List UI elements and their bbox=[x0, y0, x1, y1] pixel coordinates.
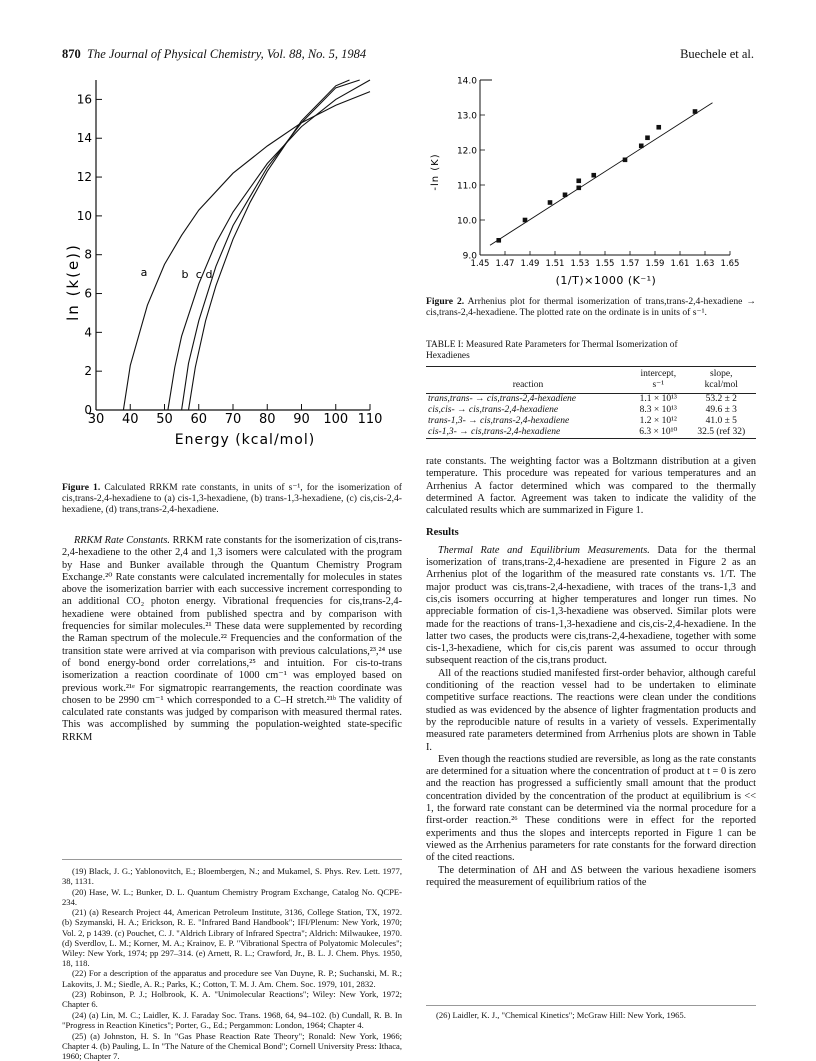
data-point bbox=[639, 144, 644, 149]
figure-2-caption-text: Arrhenius plot for thermal isomerization of trans,trans-2,4-hexadiene → cis,trans-2,4-hexadiene. The plotted rate on the ordinate is in units of s⁻¹. bbox=[426, 296, 756, 319]
y-tick-label: 2 bbox=[84, 364, 92, 379]
curve-a bbox=[123, 92, 370, 410]
right-para-2: Data for the thermal isomerization of trans,trans-2,4-hexadiene are presented in Figure 2 as an Arrhenius plot of the logarithm of the measured rate constants vs. 1/T. The major product was cis,trans-2,4-hexadiene, with traces of the trans-1,3 and cis,cis isomers occurring at higher temperatures and longer run times. No appreciable formation of cis-1,3-hexadiene was observed. Similar plots were made for the reactions of trans-1,3-hexadiene and cis,cis-2,4-hexadiene. In the latter two cases, the products were cis,trans-2,4-hexadiene, together with some cis-1,3-hexadiene, which for cis,cis parent was assumed to occur through subsequent reaction of the cis,trans product. bbox=[426, 544, 756, 667]
left-ref-4: (23) Robinson, P. J.; Holbrook, K. A. "Unimolecular Reactions"; Wiley: New York, 1972; Chapter 6. bbox=[62, 989, 402, 1010]
curve-label-b: b bbox=[181, 268, 189, 281]
right-refs-divider bbox=[426, 1005, 756, 1006]
figure-1-caption-text: Calculated RRKM rate constants, in units of s⁻¹, for the isomerization of cis,trans-2,4-hexadiene to (a) cis-1,3-hexadiene, (b) trans-1,3-hexadiene, (c) cis,cis-2,4-hexadiene, (d) trans,trans-2,4-hexadiene. bbox=[62, 482, 402, 516]
page-header bbox=[62, 47, 366, 62]
y-tick-label: 13.0 bbox=[456, 111, 477, 122]
cell-intercept: 1.2 × 10¹² bbox=[639, 416, 677, 426]
x-tick-label: 110 bbox=[357, 412, 383, 427]
y-tick-label: 0 bbox=[84, 403, 92, 417]
rrkm-paragraph: RRKM rate constants for the isomerization of cis,trans-2,4-hexadiene to the other 2,4 and 1,3 isomers were calculated with the program by Hase and Bunker available through the Quantum Chemistry Program Exchange.²⁰ Rate constants were calculated incrementally for molecules in states above the isomerization barrier with each successive increment corresponding to an additional CO₂ photon energy. Vibrational frequencies for cis,trans-2,4-hexadiene were obtained from published spectra and by comparison with frequencies for similar molecules.²¹ These data were supplemented by recording the Raman spectrum of the molecule.²² Frequencies and the conformation of the transition state were arrived at via comparison with previous calculations,²³,²⁴ use of bond energy-bond order correlations,²⁵ and intuition. For cis-to-trans isomerization a reaction coordinate of 1000 cm⁻¹ was employed based on previous work.²¹ᵉ For sigmatropic rearrangements, the reaction coordinate was chosen to be 2990 cm⁻¹ which corresponded to a C–H stretch.²¹ᵇ The validity of calculated rate constants was judged by comparison with measured thermal rates. This was accomplished by summing the population-weighted state-specific RRKM bbox=[62, 535, 402, 743]
y-tick-label: 12 bbox=[76, 170, 92, 185]
figure-2-caption bbox=[426, 296, 756, 318]
y-tick-label: 10.0 bbox=[456, 216, 477, 227]
x-tick-label: 1.45 bbox=[470, 259, 490, 269]
figure-2-xlabel: (1/T)×1000 (K⁻¹) bbox=[555, 274, 657, 287]
col-reaction: reaction bbox=[512, 380, 544, 390]
cell-slope: 49.6 ± 3 bbox=[705, 405, 737, 415]
journal-title: The Journal of Physical Chemistry, Vol. 88, No. 5, 1984 bbox=[87, 47, 367, 61]
x-tick-label: 1.57 bbox=[620, 259, 640, 269]
right-ref-0: (26) Laidler, K. J., "Chemical Kinetics"; McGraw Hill: New York, 1965. bbox=[436, 1010, 686, 1020]
left-ref-2: (21) (a) Research Project 44, American Petroleum Institute, 3136, College Station, TX, 1972. (b) Szymanski, H. A.; Erickson, R. E. "Infrared Band Handbook"; IFI/Plenum: New York, 1970; Vol. 2, p 1439. (c) Pouchet, C. J. "Aldrich Library of Infrared Spectra"; Aldrich: Milwaukee, 1970. (d) Sverdlov, L. M.; Korner, M. A.; Krainov, E. P. "Vibrational Spectra of Polyatomic Molecules"; Wiley: New York, 1974; pp 297–314. (e) Arnett, R. L.; Crawford, Jr., B. L. J. Chem. Phys. 1950, 18, 118. bbox=[62, 907, 402, 968]
col-slope: slope, bbox=[710, 369, 733, 379]
x-tick-label: 1.59 bbox=[645, 259, 665, 269]
y-tick-label: 6 bbox=[84, 286, 92, 301]
left-ref-0: (19) Black, J. G.; Yablonovitch, E.; Bloembergen, N.; and Mukamel, S. Phys. Rev. Lett. 1977, 38, 1131. bbox=[62, 866, 402, 887]
figure-1-ylabel: ln (k(e)) bbox=[64, 243, 82, 321]
right-references bbox=[426, 1010, 756, 1021]
page-number: 870 bbox=[62, 47, 81, 61]
x-tick-label: 1.65 bbox=[720, 259, 740, 269]
x-tick-label: 50 bbox=[156, 412, 173, 427]
table-1 bbox=[426, 340, 756, 439]
y-tick-label: 11.0 bbox=[456, 181, 477, 192]
cell-reaction: trans,trans- → cis,trans-2,4-hexadiene bbox=[428, 394, 577, 404]
x-tick-label: 1.63 bbox=[695, 259, 715, 269]
left-ref-5: (24) (a) Lin, M. C.; Laidler, K. J. Faraday Soc. Trans. 1968, 64, 94–102. (b) Cundall, R. B. In "Progress in Reaction Kinetics"; Porter, G., Ed.; Pergammon: London, 1964; Chapter 4. bbox=[62, 1009, 402, 1030]
table-row bbox=[426, 394, 756, 406]
data-point bbox=[496, 238, 501, 243]
col-intercept: intercept, bbox=[640, 369, 677, 379]
data-point bbox=[656, 125, 661, 130]
right-para-3: All of the reactions studied manifested first-order behavior, although careful conditioning of the reaction vessel had to be undertaken to eliminate competitive surface reactions. The reactions were clean under the conditions studied as was evidenced by the absence of lighter fragmentation products and by the reproducible nature of results in a variety of vessels. Experimentally measured rate parameters determined from Arrhenius plots are shown in Table I. bbox=[426, 667, 756, 753]
left-ref-3: (22) For a description of the apparatus and procedure see Van Duyne, R. P.; Suchanski, M. R.; Lakovits, J. M.; Siedle, A. R.; Parks, K.; Cotton, T. M. J. Am. Chem. Soc. 1979, 101, 2832. bbox=[62, 968, 402, 989]
cell-slope: 53.2 ± 2 bbox=[705, 394, 737, 404]
data-point bbox=[576, 186, 581, 191]
table-row bbox=[426, 405, 756, 416]
y-tick-label: 12.0 bbox=[456, 146, 477, 157]
x-tick-label: 40 bbox=[121, 412, 139, 427]
figure-2-caption-label: Figure 2. bbox=[426, 296, 465, 307]
x-tick-label: 30 bbox=[87, 412, 105, 427]
curve-b bbox=[168, 80, 370, 410]
figure-1-xlabel: Energy (kcal/mol) bbox=[174, 432, 316, 448]
curve-label-a: a bbox=[140, 266, 148, 280]
cell-slope: 32.5 (ref 32) bbox=[697, 427, 746, 437]
y-tick-label: 10 bbox=[76, 208, 92, 223]
header-authors: Buechele et al. bbox=[680, 47, 754, 61]
y-tick-label: 14 bbox=[76, 131, 92, 146]
right-para-1: rate constants. The weighting factor was a Boltzmann distribution at a given temperature. This procedure was repeated for various temperatures and an Arrhenius A factor determined which was compared to the thermally determined A factor. Agreement was taken to indicate the validity of the calculated results which are summarized in Figure 1. bbox=[426, 456, 756, 517]
col-intercept-unit: s⁻¹ bbox=[652, 380, 665, 390]
data-point bbox=[693, 109, 698, 114]
y-tick-label: 16 bbox=[76, 92, 92, 107]
cell-reaction: cis,cis- → cis,trans-2,4-hexadiene bbox=[428, 405, 559, 415]
data-point bbox=[645, 135, 650, 140]
curve-label-d: d bbox=[205, 268, 213, 281]
cell-intercept: 6.3 × 10¹⁰ bbox=[639, 427, 678, 437]
right-para-4: Even though the reactions studied are reversible, as long as the rate constants are determined for a situation where the concentration of product at t = 0 is zero and the reaction has progressed a sufficiently small amount that the product concentration divided by the concentration of the product at equilibrium is << 1, the forward rate constant can be determined via the normal procedure for a first-order reaction.²⁶ These conditions were in effect for the reported experiments and thus the slopes and intercepts reported in Figure 1 can be viewed as the Arrhenius parameters for rate constants for the forward direction of the cited reactions. bbox=[426, 753, 756, 864]
table-row bbox=[426, 427, 756, 439]
figure-1-chart bbox=[60, 72, 405, 482]
x-tick-label: 1.51 bbox=[545, 259, 565, 269]
cell-reaction: cis-1,3- → cis,trans-2,4-hexadiene bbox=[428, 427, 561, 437]
y-tick-label: 4 bbox=[84, 325, 92, 340]
x-tick-label: 1.55 bbox=[595, 259, 615, 269]
x-tick-label: 100 bbox=[323, 412, 349, 427]
x-tick-label: 1.47 bbox=[495, 259, 515, 269]
left-ref-1: (20) Hase, W. L.; Bunker, D. L. Quantum Chemistry Program Exchange, Catalog No. QCPE-234. bbox=[62, 886, 402, 907]
data-point bbox=[591, 173, 596, 178]
cell-slope: 41.0 ± 5 bbox=[705, 416, 737, 426]
data-point bbox=[563, 193, 568, 198]
cell-intercept: 8.3 × 10¹³ bbox=[639, 405, 677, 415]
figure-2-chart bbox=[428, 72, 758, 300]
right-para-5: The determination of ΔH and ΔS between the various hexadiene isomers required the measurement of equilibrium ratios of the bbox=[426, 864, 756, 888]
figure-2-ylabel: -ln (K) bbox=[430, 153, 441, 191]
x-tick-label: 70 bbox=[224, 412, 242, 427]
data-point bbox=[548, 200, 553, 205]
cell-reaction: trans-1,3- → cis,trans-2,4-hexadiene bbox=[428, 416, 570, 426]
curve-c bbox=[182, 80, 360, 410]
figure-1-caption-label: Figure 1. bbox=[62, 482, 101, 493]
curve-d bbox=[189, 80, 350, 410]
results-heading: Results bbox=[426, 527, 459, 539]
x-tick-label: 1.49 bbox=[520, 259, 540, 269]
x-tick-label: 1.53 bbox=[570, 259, 590, 269]
x-tick-label: 80 bbox=[258, 412, 276, 427]
left-references bbox=[62, 866, 402, 1061]
table-1-title: TABLE I: Measured Rate Parameters for Thermal Isomerization of Hexadienes bbox=[426, 340, 678, 361]
rrkm-heading: RRKM Rate Constants. bbox=[74, 535, 170, 546]
figure-1-caption bbox=[62, 482, 402, 516]
data-point bbox=[523, 218, 528, 223]
y-tick-label: 9.0 bbox=[462, 251, 477, 262]
left-refs-divider bbox=[62, 859, 402, 860]
left-ref-6: (25) (a) Johnston, H. S. In "Gas Phase Reaction Rate Theory"; Ronald: New York, 1966; Chapter 4. (b) Pauling, L. In "The Nature of the Chemical Bond"; Cornell University Press: Ithaca, 1960; Chapter 7. bbox=[62, 1030, 402, 1061]
thermal-subheading: Thermal Rate and Equilibrium Measurements. bbox=[438, 544, 650, 556]
table-row bbox=[426, 416, 756, 427]
y-tick-label: 8 bbox=[84, 247, 92, 262]
x-tick-label: 90 bbox=[293, 412, 310, 427]
data-point bbox=[623, 158, 628, 163]
right-body-text bbox=[426, 456, 756, 889]
x-tick-label: 1.61 bbox=[670, 259, 690, 269]
col-slope-unit: kcal/mol bbox=[704, 380, 738, 390]
curve-label-c: c bbox=[195, 268, 202, 281]
y-tick-label: 14.0 bbox=[456, 76, 477, 87]
fit-line bbox=[490, 103, 713, 245]
left-body-text bbox=[62, 535, 402, 744]
cell-intercept: 1.1 × 10¹³ bbox=[639, 394, 677, 404]
data-point bbox=[576, 179, 581, 184]
x-tick-label: 60 bbox=[190, 412, 208, 427]
